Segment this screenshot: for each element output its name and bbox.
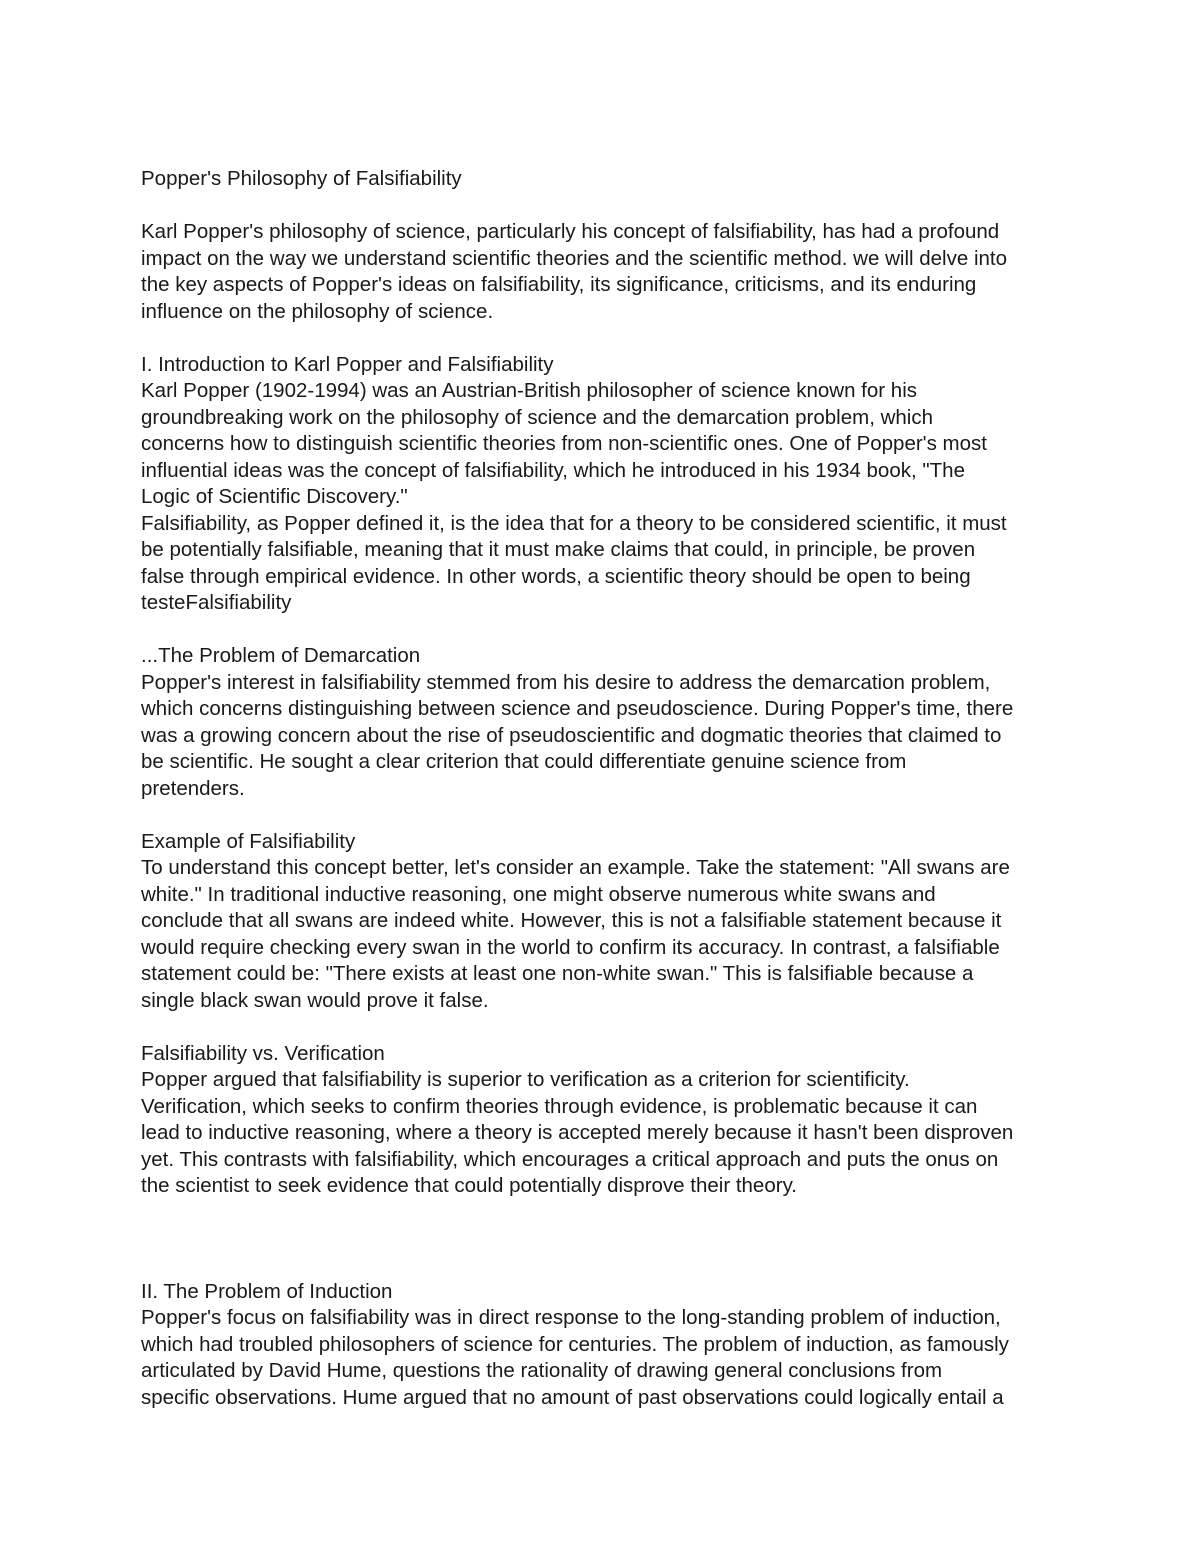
paragraph-line: Verification, which seeks to confirm theories through evidence, is problematic because it can (141, 1094, 978, 1118)
section-heading: Example of Falsifiability (141, 829, 356, 853)
spacer (141, 193, 1071, 220)
spacer (141, 1200, 1071, 1279)
paragraph-line: Falsifiability, as Popper defined it, is the idea that for a theory to be considered scientific, it must (141, 511, 1007, 535)
paragraph-line: be scientific. He sought a clear criterion that could differentiate genuine science from (141, 750, 907, 773)
paragraph-line: groundbreaking work on the philosophy of science and the demarcation problem, which (141, 405, 934, 429)
paragraph-line: Logic of Scientific Discovery." (141, 485, 408, 508)
paragraph-line: To understand this concept better, let's consider an example. Take the statement: "All swans are (141, 856, 1010, 879)
spacer (141, 1014, 1071, 1041)
paragraph-line: which concerns distinguishing between science and pseudoscience. During Popper's time, there (141, 697, 1014, 720)
paragraph-line: influential ideas was the concept of falsifiability, which he introduced in his 1934 book, "The (141, 458, 965, 482)
spacer (141, 617, 1071, 644)
paragraph-line: would require checking every swan in the world to confirm its accuracy. In contrast, a falsifiable (141, 935, 1000, 959)
paragraph-line: concerns how to distinguish scientific theories from non-scientific ones. One of Popper's most (141, 432, 987, 455)
paragraph-line: pretenders. (141, 776, 245, 800)
paragraph-line: articulated by David Hume, questions the rationality of drawing general conclusions from (141, 1359, 943, 1382)
paragraph-line: Popper's focus on falsifiability was in direct response to the long-standing problem of induction, (141, 1306, 1001, 1329)
paragraph-line: white." In traditional inductive reasoning, one might observe numerous white swans and (141, 882, 936, 906)
paragraph-line: lead to inductive reasoning, where a theory is accepted merely because it hasn't been disproven (141, 1121, 1014, 1144)
section-heading: II. The Problem of Induction (141, 1279, 393, 1303)
paragraph-line: specific observations. Hume argued that no amount of past observations could logically entail a (141, 1385, 1004, 1409)
section-demarcation (141, 643, 1071, 802)
paragraph-line: Karl Popper's philosophy of science, particularly his concept of falsifiability, has had a profound (141, 220, 1000, 243)
paragraph-line: yet. This contrasts with falsifiability, which encourages a critical approach and puts the onus on (141, 1147, 999, 1171)
section-heading: ...The Problem of Demarcation (141, 644, 421, 667)
paragraph-line: which had troubled philosophers of science for centuries. The problem of induction, as famously (141, 1332, 1009, 1356)
paragraph-line: testeFalsifiability (141, 591, 292, 614)
section-heading: Falsifiability vs. Verification (141, 1041, 385, 1065)
section-induction (141, 1279, 1071, 1412)
paragraph-line: be potentially falsifiable, meaning that it must make claims that could, in principle, be proven (141, 538, 976, 561)
paragraph-line: statement could be: "There exists at least one non-white swan." This is falsifiable because a (141, 962, 974, 985)
section-introduction (141, 352, 1071, 617)
document-title: Popper's Philosophy of Falsifiability (141, 167, 462, 190)
paragraph-line: Karl Popper (1902-1994) was an Austrian-British philosopher of science known for his (141, 379, 917, 402)
paragraph-line: Popper's interest in falsifiability stemmed from his desire to address the demarcation problem, (141, 670, 991, 694)
spacer (141, 325, 1071, 352)
paragraph-line: the scientist to seek evidence that could potentially disprove their theory. (141, 1174, 797, 1197)
paragraph-line: single black swan would prove it false. (141, 988, 489, 1012)
paragraph-line: was a growing concern about the rise of pseudoscientific and dogmatic theories that claimed to (141, 723, 1002, 747)
section-example (141, 829, 1071, 1015)
paragraph-line: conclude that all swans are indeed white. However, this is not a falsifiable statement because it (141, 909, 1002, 932)
spacer (141, 802, 1071, 829)
paragraph-line: false through empirical evidence. In other words, a scientific theory should be open to being (141, 564, 971, 588)
paragraph-line: impact on the way we understand scientific theories and the scientific method. we will delve into (141, 246, 1008, 270)
document-page (141, 166, 1071, 1411)
intro-paragraph (141, 219, 1071, 325)
paragraph-line: Popper argued that falsifiability is superior to verification as a criterion for scientificity. (141, 1068, 910, 1091)
section-verification (141, 1041, 1071, 1200)
paragraph-line: the key aspects of Popper's ideas on falsifiability, its significance, criticisms, and its enduring (141, 273, 977, 296)
section-heading: I. Introduction to Karl Popper and Falsifiability (141, 352, 554, 376)
paragraph-line: influence on the philosophy of science. (141, 299, 494, 323)
